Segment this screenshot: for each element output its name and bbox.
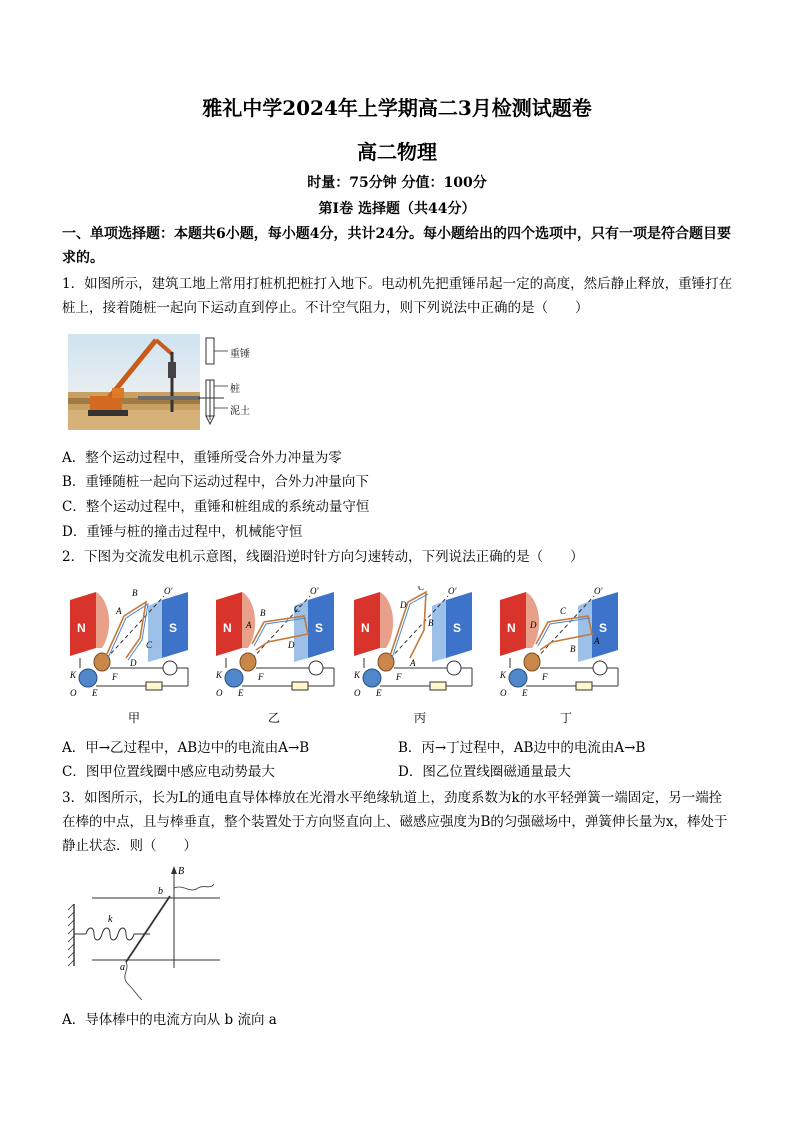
svg-text:a: a xyxy=(120,962,125,973)
svg-text:A: A xyxy=(594,636,600,646)
q1-option-d: D．重锤与桩的撞击过程中，机械能守恒 xyxy=(62,524,303,540)
caption-bing: 丙 xyxy=(414,711,427,725)
exam-title: 雅礼中学2024年上学期高二3月检测试题卷 xyxy=(202,96,592,120)
generator-figures xyxy=(66,586,736,706)
caption-jia: 甲 xyxy=(128,711,141,725)
q1-option-b: B．重锤随桩一起向下运动过程中，合外力冲量向下 xyxy=(62,474,369,490)
svg-text:C: C xyxy=(294,604,301,614)
label-soil: 泥土 xyxy=(230,406,250,417)
caption-ding: 丁 xyxy=(560,711,573,725)
svg-text:A: A xyxy=(246,620,252,630)
label-hammer: 重锤 xyxy=(230,349,250,360)
q2-option-c: C．图甲位置线圈中感应电动势最大 xyxy=(62,764,275,780)
label-pile: 桩 xyxy=(230,384,240,395)
time-score: 时量：75分钟 分值：100分 xyxy=(307,175,487,191)
q1-option-c: C．整个运动过程中，重锤和桩组成的系统动量守恒 xyxy=(62,499,370,515)
svg-text:b: b xyxy=(158,886,163,897)
svg-text:D: D xyxy=(288,640,295,650)
svg-text:B: B xyxy=(570,644,576,654)
q2-option-a: A．甲→乙过程中，AB边中的电流由A→B xyxy=(62,740,310,756)
q2-option-d: D．图乙位置线圈磁通量最大 xyxy=(398,764,571,780)
svg-text:C: C xyxy=(146,640,153,650)
svg-text:B: B xyxy=(132,588,138,598)
svg-text:C: C xyxy=(560,606,567,616)
svg-text:k: k xyxy=(108,914,113,925)
svg-text:B: B xyxy=(178,866,185,877)
svg-text:B: B xyxy=(428,618,434,628)
rail-spring-diagram xyxy=(66,864,236,1002)
pile-driver-photo xyxy=(68,334,200,430)
svg-text:D: D xyxy=(530,620,537,630)
section-heading: 一、单项选择题：本题共6小题，每小题4分，共计24分。每小题给出的四个选项中，只有一项是符合题目要求的。 xyxy=(62,226,731,266)
q1-stem: 1．如图所示，建筑工地上常用打桩机把桩打入地下。电动机先把重锤吊起一定的高度，然后静止释放，重锤打在桩上，接着随桩一起向下运动直到停止。不计空气阻力，则下列说法中正确的是（ ） xyxy=(62,276,733,316)
subject-title: 高二物理 xyxy=(357,140,437,164)
svg-text:D: D xyxy=(130,658,137,668)
svg-text:A: A xyxy=(116,606,122,616)
q1-option-a: A．整个运动过程中，重锤所受合外力冲量为零 xyxy=(62,450,342,466)
svg-text:B: B xyxy=(260,608,266,618)
part-heading: 第Ⅰ卷 选择题（共44分） xyxy=(318,201,476,217)
svg-text:C: C xyxy=(418,586,425,592)
q2-option-b: B．丙→丁过程中，AB边中的电流由A→B xyxy=(398,740,646,756)
q3-option-a: A．导体棒中的电流方向从 b 流向 a xyxy=(62,1012,277,1028)
q3-stem: 3．如图所示，长为L的通电直导体棒放在光滑水平绝缘轨道上，劲度系数为k的水平轻弹簧一端固定，另一端拴在棒的中点，且与棒垂直，整个装置处于方向竖直向上、磁感应强度为B的匀强磁场中，弹簧伸长量为x，棒处于静止状态．则（ ） xyxy=(62,790,728,854)
svg-text:D: D xyxy=(400,600,407,610)
q2-stem: 2．下图为交流发电机示意图，线圈沿逆时针方向匀速转动，下列说法正确的是（ ） xyxy=(62,549,584,565)
pile-diagram xyxy=(198,334,268,430)
caption-yi: 乙 xyxy=(268,711,281,725)
svg-text:A: A xyxy=(410,658,416,668)
